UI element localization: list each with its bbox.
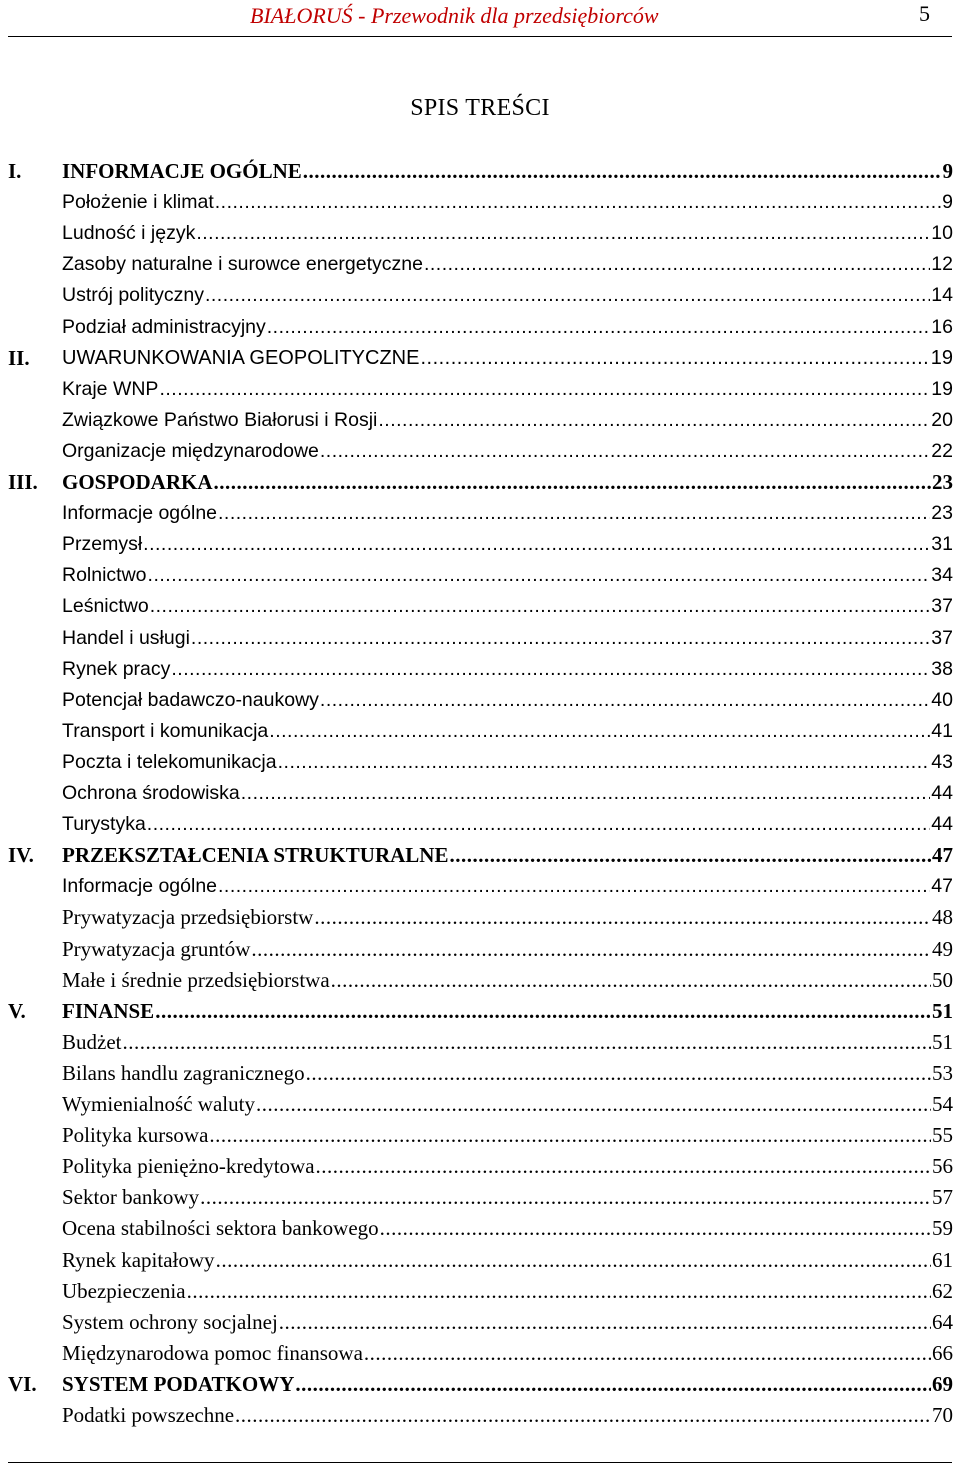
toc-entry-page: 51 — [932, 998, 953, 1023]
toc-entry-page: 37 — [931, 626, 953, 649]
toc-entry-page: 55 — [932, 1123, 953, 1148]
toc-entry-label: Budżet — [62, 1029, 122, 1054]
toc-entry-label: Związkowe Państwo Białorusi i Rosji — [62, 408, 378, 431]
toc-entry-label: Organizacje międzynarodowe — [62, 439, 319, 462]
toc-entry-label: Położenie i klimat — [62, 191, 214, 214]
toc-entry — [62, 1276, 953, 1306]
toc-entry — [62, 405, 953, 435]
dot-leader — [331, 965, 931, 995]
toc-entry-page: 14 — [931, 284, 953, 307]
toc-section-row[interactable] — [0, 1213, 960, 1243]
toc-entry-label: Prywatyzacja przedsiębiorstw — [62, 905, 314, 930]
dot-leader — [150, 591, 931, 621]
toc-entry — [62, 1245, 953, 1275]
dot-leader — [320, 436, 930, 466]
toc-entry-label: GOSPODARKA — [62, 470, 213, 494]
toc-entry-page: 43 — [931, 750, 953, 773]
toc-entry-page: 59 — [932, 1216, 953, 1241]
dot-leader — [278, 747, 931, 777]
toc-entry-page: 23 — [932, 470, 953, 494]
toc-entry-page: 44 — [931, 813, 953, 836]
toc-entry-label: Ludność i język — [62, 222, 196, 245]
toc-entry-page: 66 — [932, 1340, 953, 1365]
toc-entry-label: Leśnictwo — [62, 595, 149, 618]
toc-entry-label: Polityka kursowa — [62, 1123, 209, 1148]
toc-entry — [62, 187, 953, 217]
toc-entry — [62, 1182, 953, 1212]
toc-entry — [62, 560, 953, 590]
toc-entry — [62, 623, 953, 653]
dot-leader — [449, 840, 931, 870]
dot-leader — [267, 312, 931, 342]
toc-section-row[interactable] — [0, 187, 960, 217]
toc-entry — [62, 156, 953, 186]
toc-chapter-row[interactable] — [0, 996, 960, 1026]
toc-entry-label: FINANSE — [62, 998, 155, 1023]
toc-section-row[interactable] — [0, 934, 960, 964]
toc-entry — [62, 1307, 953, 1337]
toc-entry-label: Podatki powszechne — [62, 1403, 235, 1427]
toc-section-row[interactable] — [0, 1120, 960, 1150]
toc-entry-label: Rynek kapitałowy — [62, 1247, 215, 1272]
dot-leader — [155, 996, 931, 1026]
toc-entry — [62, 312, 953, 342]
dot-leader — [147, 809, 931, 839]
dot-leader — [241, 778, 931, 808]
toc-section-row[interactable] — [0, 685, 960, 715]
toc-chapter-row[interactable] — [0, 467, 960, 497]
toc-entry-label: System ochrony socjalnej — [62, 1309, 278, 1334]
dot-leader — [214, 467, 931, 497]
dot-leader — [256, 1089, 931, 1119]
toc-section-row[interactable] — [0, 654, 960, 684]
toc-entry-page: 31 — [931, 533, 953, 556]
page-number: 5 — [919, 1, 930, 26]
dot-leader — [148, 560, 931, 590]
toc-entry-label: Międzynarodowa pomoc finansowa — [62, 1340, 363, 1365]
toc-entry-page: 16 — [931, 315, 953, 338]
toc-section-row[interactable] — [0, 1151, 960, 1181]
toc-entry-page: 47 — [932, 843, 953, 868]
dot-leader — [187, 1276, 931, 1306]
toc-entry — [62, 840, 953, 870]
dot-leader — [251, 934, 931, 964]
toc-section-row[interactable] — [0, 436, 960, 466]
toc-entry-label: Rolnictwo — [62, 564, 147, 587]
toc-section-row[interactable] — [0, 312, 960, 342]
toc-entry-page: 62 — [932, 1278, 953, 1303]
toc-entry-page: 19 — [931, 377, 953, 400]
toc-entry-label: Ubezpieczenia — [62, 1278, 186, 1303]
dot-leader — [378, 405, 930, 435]
toc-chapter-row[interactable] — [0, 840, 960, 870]
toc-entry — [62, 871, 953, 901]
toc-entry-label: Ocena stabilności sektora bankowego — [62, 1216, 379, 1241]
toc-section-row[interactable] — [0, 1338, 960, 1368]
toc-entry — [62, 343, 953, 373]
toc-section-row[interactable] — [0, 902, 960, 932]
toc-entry — [62, 1120, 953, 1150]
toc-entry — [62, 1213, 953, 1243]
dot-leader — [306, 1058, 931, 1088]
dot-leader — [200, 1182, 931, 1212]
toc-entry-label: Sektor bankowy — [62, 1185, 200, 1210]
running-header — [8, 0, 952, 37]
toc-entry — [62, 996, 953, 1026]
toc-entry — [62, 1338, 953, 1368]
toc-entry-label: UWARUNKOWANIA GEOPOLITYCZNE — [62, 346, 420, 369]
dot-leader — [215, 187, 941, 217]
toc-chapter-row[interactable] — [0, 1369, 960, 1399]
toc-section-row[interactable] — [0, 1276, 960, 1306]
toc-section-row[interactable] — [0, 529, 960, 559]
toc-entry — [62, 965, 953, 995]
toc-entry-label: Ustrój polityczny — [62, 284, 204, 307]
toc-entry-label: Małe i średnie przedsiębiorstwa — [62, 967, 330, 992]
toc-entry-page: 37 — [931, 595, 953, 618]
toc-entry — [62, 902, 953, 932]
toc-entry — [62, 809, 953, 839]
toc-entry — [62, 934, 953, 964]
toc-entry-label: INFORMACJE OGÓLNE — [62, 159, 302, 183]
toc-entry — [62, 280, 953, 310]
dot-leader — [314, 902, 931, 932]
toc-entry-page: 9 — [942, 159, 953, 183]
toc-entry-page: 49 — [932, 936, 953, 961]
toc-entry-label: Polityka pieniężno-kredytowa — [62, 1154, 315, 1179]
toc-section-row[interactable] — [0, 809, 960, 839]
toc-section-row[interactable] — [0, 498, 960, 528]
toc-section-row[interactable] — [0, 778, 960, 808]
toc-section-row[interactable] — [0, 871, 960, 901]
dot-leader — [380, 1213, 931, 1243]
toc-section-row[interactable] — [0, 1027, 960, 1057]
toc-section-row[interactable] — [0, 1400, 960, 1430]
header-title: BIAŁORUŚ - Przewodnik dla przedsiębiorców — [250, 3, 659, 28]
toc-entry — [62, 249, 953, 279]
chapter-number: VI. — [8, 1371, 37, 1396]
toc-entry — [62, 654, 953, 684]
toc-entry-label: Przemysł — [62, 533, 143, 556]
chapter-number: II. — [8, 345, 30, 370]
toc-entry-label: Potencjał badawczo-naukowy — [62, 688, 319, 711]
toc-title: SPIS TREŚCI — [410, 95, 550, 121]
dot-leader — [196, 218, 930, 248]
toc-entry-label: Handel i usługi — [62, 626, 190, 649]
toc-section-row[interactable] — [0, 1182, 960, 1212]
dot-leader — [218, 871, 930, 901]
dot-leader — [424, 249, 930, 279]
toc-entry — [62, 436, 953, 466]
toc-entry-page: 50 — [932, 967, 953, 992]
toc-entry-page: 54 — [932, 1092, 953, 1116]
toc-entry-page: 9 — [942, 191, 953, 214]
toc-entry-page: 34 — [931, 564, 953, 587]
dot-leader — [364, 1338, 931, 1368]
toc-entry — [62, 374, 953, 404]
toc-entry-label: Podział administracyjny — [62, 315, 266, 338]
toc-entry — [62, 1027, 953, 1057]
toc-section-row[interactable] — [0, 747, 960, 777]
dot-leader — [295, 1369, 931, 1399]
toc-chapter-row[interactable] — [0, 156, 960, 186]
dot-leader — [209, 1120, 931, 1150]
toc-section-row[interactable] — [0, 1089, 960, 1119]
toc-entry-label: Prywatyzacja gruntów — [62, 936, 251, 961]
toc-entry — [62, 1369, 953, 1399]
toc-section-row[interactable] — [0, 1307, 960, 1337]
toc-entry-page: 51 — [932, 1029, 953, 1054]
toc-entry-page: 64 — [932, 1309, 953, 1334]
toc-entry-page: 53 — [932, 1060, 953, 1085]
dot-leader — [235, 1400, 931, 1430]
dot-leader — [122, 1027, 931, 1057]
toc-entry-label: Zasoby naturalne i surowce energetyczne — [62, 253, 423, 276]
toc-entry-page: 47 — [931, 875, 953, 898]
dot-leader — [420, 343, 929, 373]
toc-entry — [62, 529, 953, 559]
toc-section-row[interactable] — [0, 1245, 960, 1275]
toc-section-row[interactable] — [0, 965, 960, 995]
toc-section-row[interactable] — [0, 560, 960, 590]
toc-entry-page: 61 — [932, 1247, 953, 1272]
toc-entry-page: 70 — [932, 1403, 953, 1427]
toc-entry-label: PRZEKSZTAŁCENIA STRUKTURALNE — [62, 843, 449, 868]
toc-section-row[interactable] — [0, 623, 960, 653]
toc-entry-label: Kraje WNP — [62, 377, 159, 400]
dot-leader — [269, 716, 930, 746]
toc-entry-label: Bilans handlu zagranicznego — [62, 1060, 305, 1085]
toc-section-row[interactable] — [0, 280, 960, 310]
toc-entry — [62, 747, 953, 777]
toc-entry-label: Rynek pracy — [62, 657, 171, 680]
toc-entry-page: 40 — [931, 688, 953, 711]
toc-entry-page: 20 — [931, 408, 953, 431]
toc-entry-page: 10 — [931, 222, 953, 245]
toc-entry-label: Turystyka — [62, 813, 146, 836]
toc-entry-page: 38 — [931, 657, 953, 680]
dot-leader — [320, 685, 930, 715]
toc-section-row[interactable] — [0, 218, 960, 248]
toc-entry-page: 41 — [931, 719, 953, 742]
toc-entry — [62, 591, 953, 621]
toc-section-row[interactable] — [0, 591, 960, 621]
toc-entry — [62, 716, 953, 746]
toc-section-row[interactable] — [0, 716, 960, 746]
toc-entry — [62, 1151, 953, 1181]
toc-entry-label: Poczta i telekomunikacja — [62, 750, 277, 773]
chapter-number: IV. — [8, 843, 34, 868]
toc-entry-page: 69 — [932, 1371, 953, 1396]
chapter-number: V. — [8, 998, 26, 1023]
toc-entry — [62, 1089, 953, 1119]
toc-chapter-row[interactable] — [0, 343, 960, 373]
dot-leader — [218, 498, 930, 528]
toc-entry-page: 56 — [932, 1154, 953, 1179]
toc-entry — [62, 778, 953, 808]
toc-entry — [62, 498, 953, 528]
toc-entry-label: Ochrona środowiska — [62, 782, 240, 804]
toc-entry-page: 44 — [931, 782, 953, 804]
toc-section-row[interactable] — [0, 249, 960, 279]
chapter-number: I. — [8, 159, 22, 183]
toc-section-row[interactable] — [0, 374, 960, 404]
toc-entry-label: Informacje ogólne — [62, 875, 218, 898]
toc-entry-page: 57 — [932, 1185, 953, 1210]
toc-entry-label: Wymienialność waluty — [62, 1092, 255, 1116]
toc-entry-page: 48 — [932, 905, 953, 930]
toc-entry — [62, 685, 953, 715]
dot-leader — [191, 623, 930, 653]
toc-entry — [62, 1058, 953, 1088]
toc-entry-page: 23 — [931, 502, 953, 525]
dot-leader — [171, 654, 930, 684]
toc-section-row[interactable] — [0, 1058, 960, 1088]
dot-leader — [216, 1245, 931, 1275]
toc-entry — [62, 467, 953, 497]
dot-leader — [143, 529, 930, 559]
toc-entry-label: Informacje ogólne — [62, 502, 218, 525]
toc-entry-label: Transport i komunikacja — [62, 719, 269, 742]
toc-entry-page: 19 — [930, 346, 953, 369]
toc-entry-page: 12 — [931, 253, 953, 276]
toc-entry — [62, 1400, 953, 1430]
toc-entry-page: 22 — [931, 439, 953, 462]
chapter-number: III. — [8, 470, 38, 494]
toc-section-row[interactable] — [0, 405, 960, 435]
dot-leader — [279, 1307, 931, 1337]
dot-leader — [205, 280, 930, 310]
dot-leader — [316, 1151, 931, 1181]
dot-leader — [159, 374, 930, 404]
toc-entry — [62, 218, 953, 248]
toc-entry-label: SYSTEM PODATKOWY — [62, 1371, 295, 1396]
bottom-rule — [8, 1462, 952, 1463]
dot-leader — [303, 156, 942, 186]
